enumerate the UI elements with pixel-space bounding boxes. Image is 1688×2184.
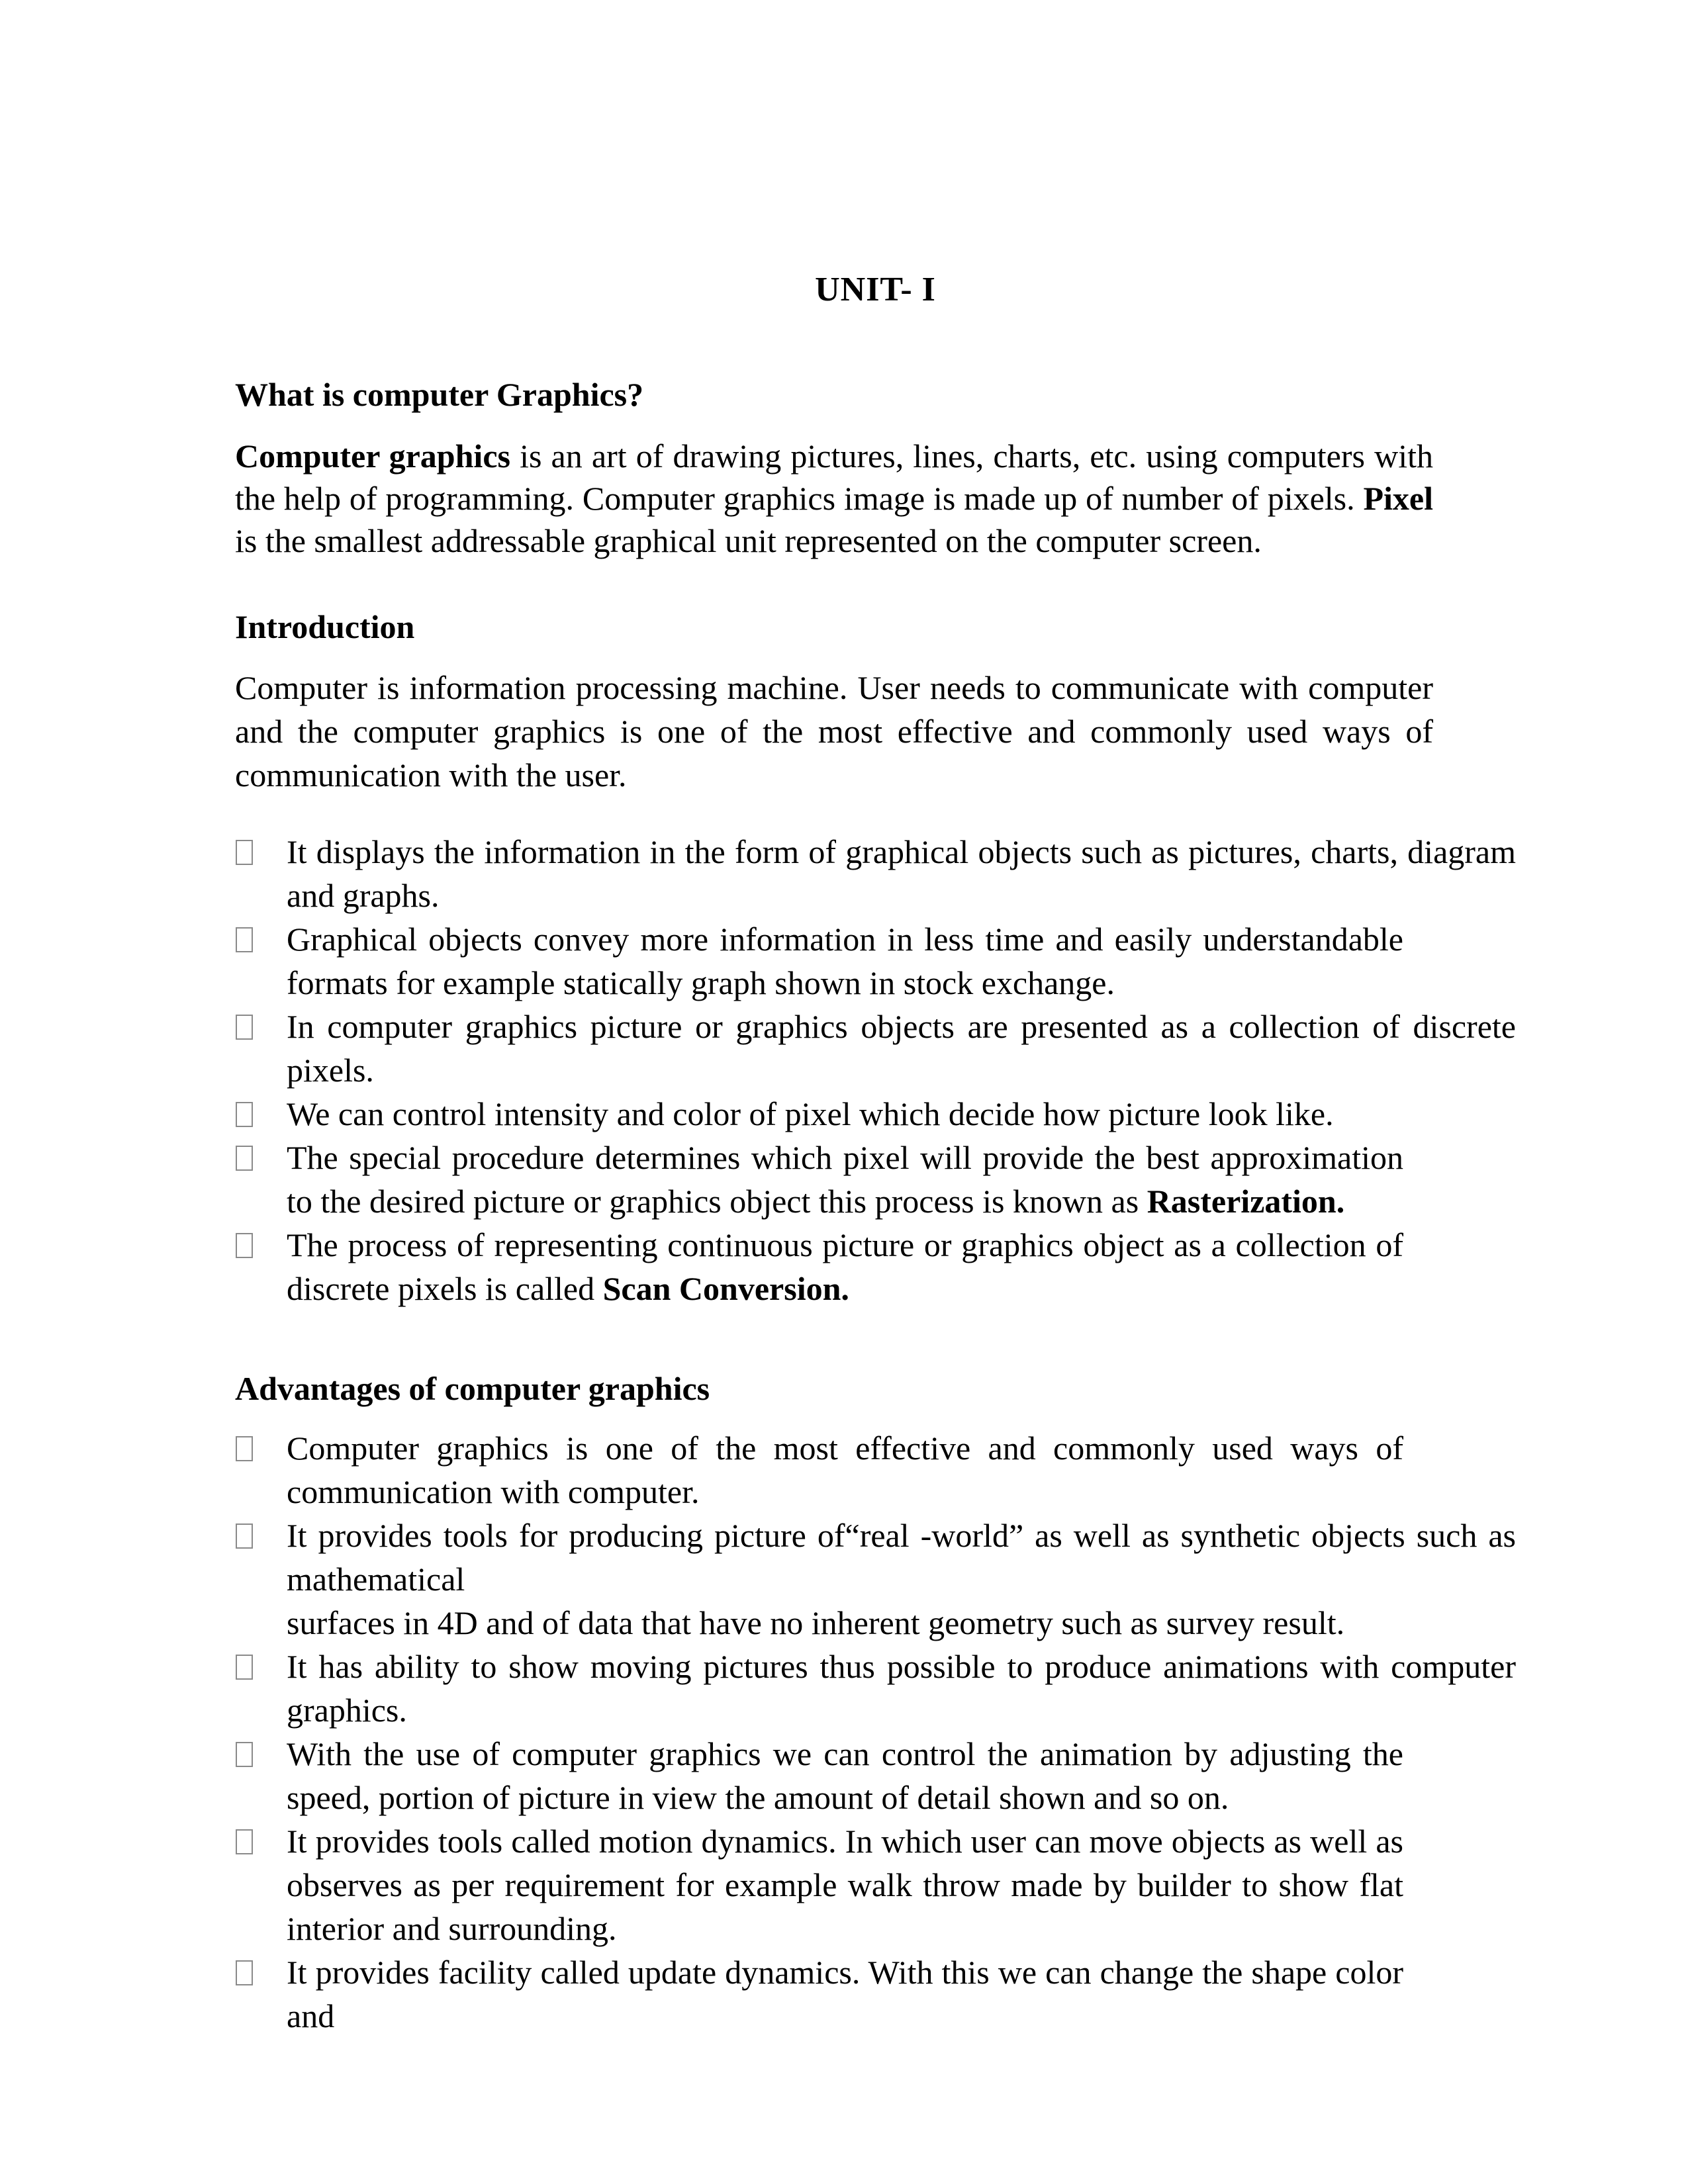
list-item: [235, 1136, 1403, 1223]
text-run: is an art of drawing pictures, lines, charts, etc. using computers with the help of programming. Computer graphics image is made up of number of pixels.: [235, 437, 1433, 517]
bullet-box-icon: [236, 927, 253, 952]
text-run: Rasterization.: [1147, 1183, 1345, 1220]
list-item-text: [287, 1823, 1403, 1947]
heading-what-is-computer-graphics: What is computer Graphics?: [235, 376, 644, 413]
list-item-text: [287, 1008, 1516, 1089]
list-item-text: [287, 1648, 1516, 1729]
heading-introduction: Introduction: [235, 608, 415, 645]
list-item: [235, 1092, 1403, 1136]
list-item: [235, 830, 1516, 917]
text-run: is the smallest addressable graphical unit represented on the computer screen.: [235, 522, 1262, 559]
text-run: It provides tools for producing picture of“real -world” as well as synthetic objects such as mathematical: [287, 1517, 1516, 1598]
paragraph-introduction: Computer is information processing machine. User needs to communicate with computer and the computer graphics is one of the most effective and commonly used ways of communication with the user.: [235, 669, 1433, 794]
advantages-bullet-list: [235, 1426, 1516, 2038]
bullet-box-icon: [236, 1960, 253, 1985]
list-item-text: [287, 921, 1403, 1001]
text-run: Computer graphics: [235, 437, 510, 475]
text-run: It has ability to show moving pictures thus possible to produce animations with computer graphics.: [287, 1648, 1516, 1729]
list-item-text: [287, 1095, 1334, 1132]
bullet-box-icon: [236, 1102, 253, 1127]
text-run: Pixel: [1363, 480, 1433, 517]
text-run: Scan Conversion.: [602, 1270, 849, 1307]
bullet-box-icon: [236, 840, 253, 865]
bullet-box-icon: [236, 1233, 253, 1258]
bullet-box-icon: [236, 1524, 253, 1549]
content-column: [235, 0, 1516, 2038]
list-item: [235, 1223, 1403, 1310]
bullet-box-icon: [236, 1146, 253, 1171]
heading-advantages: Advantages of computer graphics: [235, 1370, 710, 1407]
list-item-text: [287, 1735, 1403, 1816]
text-run: The special procedure determines which pixel will provide the best approximation to the desired picture or graphics object this process is known as: [287, 1139, 1403, 1220]
list-item-text: [287, 1139, 1403, 1220]
text-run: In computer graphics picture or graphics objects are presented as a collection of discrete pixels.: [287, 1008, 1516, 1089]
list-item-text: [287, 833, 1516, 914]
list-item: [235, 1005, 1516, 1092]
bullet-box-icon: [236, 1015, 253, 1040]
list-item: [235, 1732, 1403, 1819]
list-item-text: [287, 1517, 1516, 1641]
list-item-text: [287, 1226, 1403, 1307]
bullet-box-icon: [236, 1829, 253, 1854]
text-run: Graphical objects convey more information in less time and easily understandable formats for example statically graph shown in stock exchange.: [287, 921, 1403, 1001]
text-run: With the use of computer graphics we can control the animation by adjusting the speed, portion of picture in view the amount of detail shown and so on.: [287, 1735, 1403, 1816]
list-item: [235, 1819, 1403, 1950]
list-item: [235, 1950, 1403, 2038]
features-bullet-list: [235, 830, 1516, 1310]
text-run: It displays the information in the form of graphical objects such as pictures, charts, diagram and graphs.: [287, 833, 1516, 914]
list-item-text: [287, 1430, 1403, 1510]
list-item: [235, 1426, 1403, 1514]
list-item: [235, 1514, 1516, 1645]
list-item-text: [287, 1954, 1403, 2034]
bullet-box-icon: [236, 1655, 253, 1680]
bullet-box-icon: [236, 1742, 253, 1767]
text-run: It provides tools called motion dynamics. In which user can move objects as well as observes as per requirement for example walk throw made by builder to show flat interior and surrounding.: [287, 1823, 1403, 1947]
bullet-box-icon: [236, 1436, 253, 1461]
text-run: surfaces in 4D and of data that have no inherent geometry such as survey result.: [287, 1604, 1345, 1641]
text-run: We can control intensity and color of pixel which decide how picture look like.: [287, 1095, 1334, 1132]
unit-title: UNIT- I: [815, 271, 936, 308]
text-run: The process of representing continuous picture or graphics object as a collection of discrete pixels is called: [287, 1226, 1403, 1307]
paragraph-definition: [235, 435, 1433, 562]
text-run: It provides facility called update dynamics. With this we can change the shape color and: [287, 1954, 1403, 2034]
list-item: [235, 1645, 1516, 1732]
list-item: [235, 917, 1403, 1005]
text-run: Computer graphics is one of the most effective and commonly used ways of communication with computer.: [287, 1430, 1403, 1510]
